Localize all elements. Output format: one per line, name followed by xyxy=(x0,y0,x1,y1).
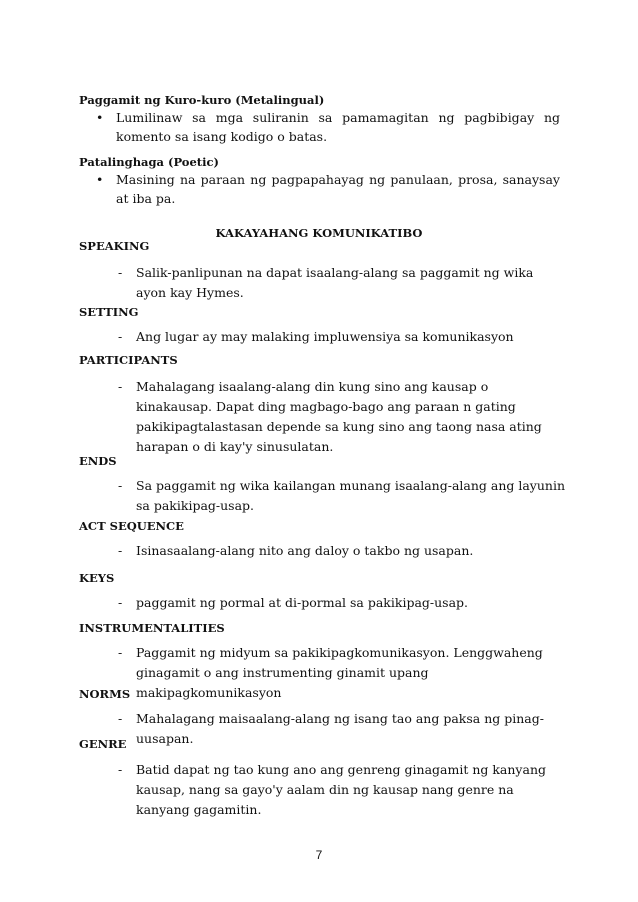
item-text-participants: Mahalagang isaalang-alang din kung sino ang kausap o kinakausap. Dapat ding magbago-bago ang paraan n gating pakikipagtalastasan depende sa kung sino ang taong nasa ating harapan o di kay'y sinusulatan. xyxy=(136,379,542,454)
dash-marker: - xyxy=(118,711,123,726)
page-number: 7 xyxy=(315,848,323,862)
dash-marker: - xyxy=(118,543,123,558)
heading-metalingual: Paggamit ng Kuro-kuro (Metalingual) xyxy=(79,93,325,107)
item-text-keys: paggamit ng pormal at di-pormal sa pakikipag-usap. xyxy=(136,595,469,610)
dash-marker: - xyxy=(118,645,123,660)
dash-marker: - xyxy=(118,265,123,280)
heading-poetic: Patalinghaga (Poetic) xyxy=(79,155,219,169)
heading-norms: NORMS xyxy=(79,687,131,701)
bullet-marker: • xyxy=(96,172,104,187)
dash-marker: - xyxy=(118,478,123,493)
heading-act-sequence: ACT SEQUENCE xyxy=(79,519,184,533)
item-text-genre: Batid dapat ng tao kung ano ang genreng ginagamit ng kanyang kausap, nang sa gayo'y aalam din ng kausap nang genre na kanyang gagamitin. xyxy=(136,762,546,817)
item-text-setting: Ang lugar ay may malaking impluwensiya sa komunikasyon xyxy=(136,329,514,344)
heading-setting: SETTING xyxy=(79,305,139,319)
item-text-instrumentalities: Paggamit ng midyum sa pakikipagkomunikasyon. Lenggwaheng ginagamit o ang instrumenting ginamit upang makipagkomunikasyon xyxy=(136,645,543,700)
item-text-speaking: Salik-panlipunan na dapat isaalang-alang sa paggamit ng wika ayon kay Hymes. xyxy=(136,265,534,300)
heading-genre: GENRE xyxy=(79,737,127,751)
dash-marker: - xyxy=(118,595,123,610)
heading-participants: PARTICIPANTS xyxy=(79,353,178,367)
bullet-text-metalingual: Lumilinaw sa mga suliranin sa pamamagitan ng pagbibigay ng komento sa isang kodigo o batas. xyxy=(116,110,560,144)
heading-keys: KEYS xyxy=(79,571,115,585)
bullet-text-poetic: Masining na paraan ng pagpapahayag ng panulaan, prosa, sanaysay at iba pa. xyxy=(116,172,560,206)
item-text-act-sequence: Isinasaalang-alang nito ang daloy o takbo ng usapan. xyxy=(136,543,474,558)
section-title: KAKAYAHANG KOMUNIKATIBO xyxy=(215,226,423,240)
item-text-norms: Mahalagang maisaalang-alang ng isang tao ang paksa ng pinag-uusapan. xyxy=(136,711,544,746)
dash-marker: - xyxy=(118,329,123,344)
item-text-ends: Sa paggamit ng wika kailangan munang isaalang-alang ang layunin sa pakikipag-usap. xyxy=(136,478,566,513)
bullet-marker: • xyxy=(96,110,104,125)
dash-marker: - xyxy=(118,379,123,394)
heading-speaking: SPEAKING xyxy=(79,239,150,253)
heading-ends: ENDS xyxy=(79,454,117,468)
dash-marker: - xyxy=(118,762,123,777)
heading-instrumentalities: INSTRUMENTALITIES xyxy=(79,621,225,635)
